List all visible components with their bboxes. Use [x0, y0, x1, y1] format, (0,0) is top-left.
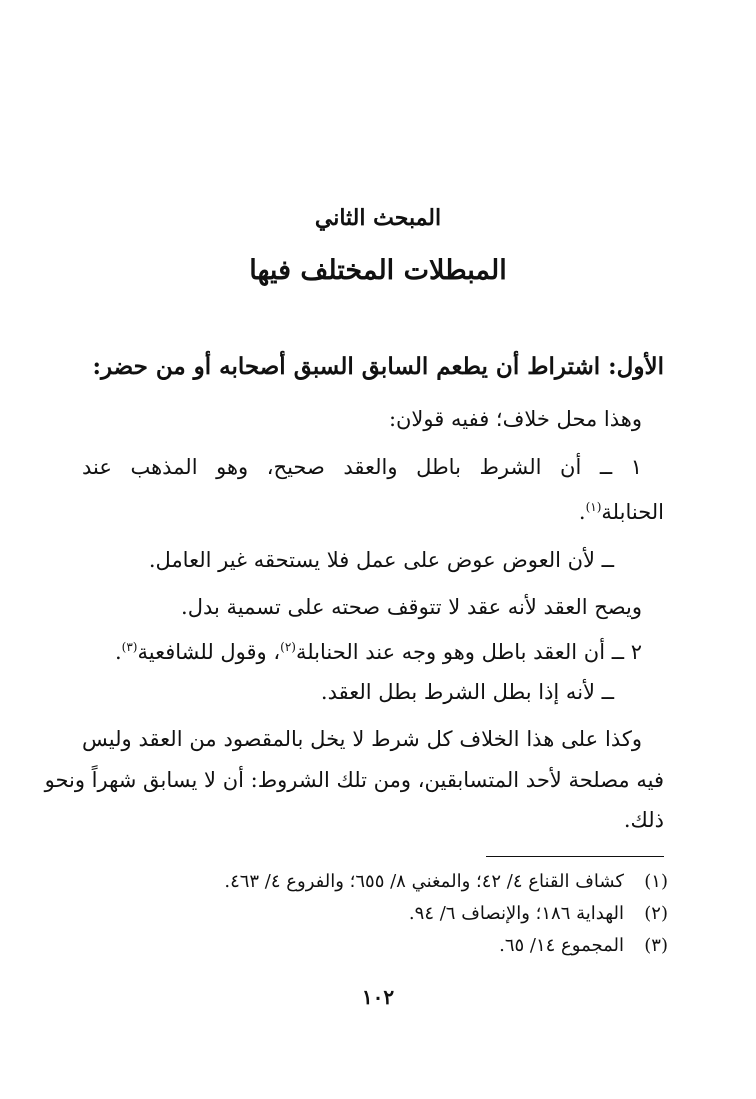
footnote-separator — [486, 856, 664, 857]
paragraph-line-8: وكذا على هذا الخلاف كل شرط لا يخل بالمقصود من العقد وليس — [82, 727, 642, 751]
footnote-text: كشاف القناع ٤/ ٤٢؛ والمغني ٨/ ٦٥٥؛ والفروع ٤/ ٤٦٣. — [224, 871, 624, 892]
footnote-3 — [80, 933, 668, 959]
paragraph-line-3 — [80, 497, 664, 527]
footnote-text: الهداية ١٨٦؛ والإنصاف ٦/ ٩٤. — [408, 903, 624, 924]
footnote-ref-1: (١) — [585, 500, 602, 514]
footnote-2 — [80, 901, 668, 927]
paragraph-line-9: فيه مصلحة لأحد المتسابقين، ومن تلك الشروط: أن لا يسابق شهراً ونحو — [44, 768, 664, 792]
paragraph-line-1: وهذا محل خلاف؛ ففيه قولان: — [388, 407, 642, 431]
footnote-ref-2: (٢) — [280, 640, 296, 654]
paragraph-line-10: ذلك. — [623, 808, 664, 832]
paragraph-line-5: ويصح العقد لأنه عقد لا تتوقف صحته على تسمية بدل. — [181, 595, 642, 619]
page-number: ١٠٢ — [361, 985, 395, 1009]
line6-part-a: ٢ ــ أن العقد باطل وهو وجه عند الحنابلة — [295, 640, 642, 664]
footnote-text: المجموع ١٤/ ٦٥. — [499, 935, 624, 956]
footnote-1 — [80, 869, 668, 895]
line3-text: الحنابلة — [601, 500, 664, 524]
line6-end: . — [114, 640, 122, 664]
paragraph-line-4: ــ لأن العوض عوض على عمل فلا يستحقه غير العامل. — [148, 548, 614, 572]
section-title: المبطلات المختلف فيها — [249, 255, 507, 286]
footnote-ref-3: (٣) — [121, 640, 138, 654]
paragraph-line-7: ــ لأنه إذا بطل الشرط بطل العقد. — [320, 680, 614, 704]
section-label: المبحث الثاني — [314, 205, 442, 231]
paragraph-line-2: ١ ــ أن الشرط باطل والعقد صحيح، وهو المذهب عند — [82, 455, 642, 479]
footnote-number: (٣) — [644, 935, 668, 956]
footnote-number: (٢) — [644, 903, 668, 924]
point-heading: الأول: اشتراط أن يطعم السابق السبق أصحابه أو من حضر: — [92, 353, 664, 380]
paragraph-line-6 — [80, 637, 642, 667]
line6-part-b: ، وقول للشافعية — [137, 640, 281, 664]
footnote-number: (١) — [644, 871, 668, 892]
line3-end: . — [578, 500, 586, 524]
